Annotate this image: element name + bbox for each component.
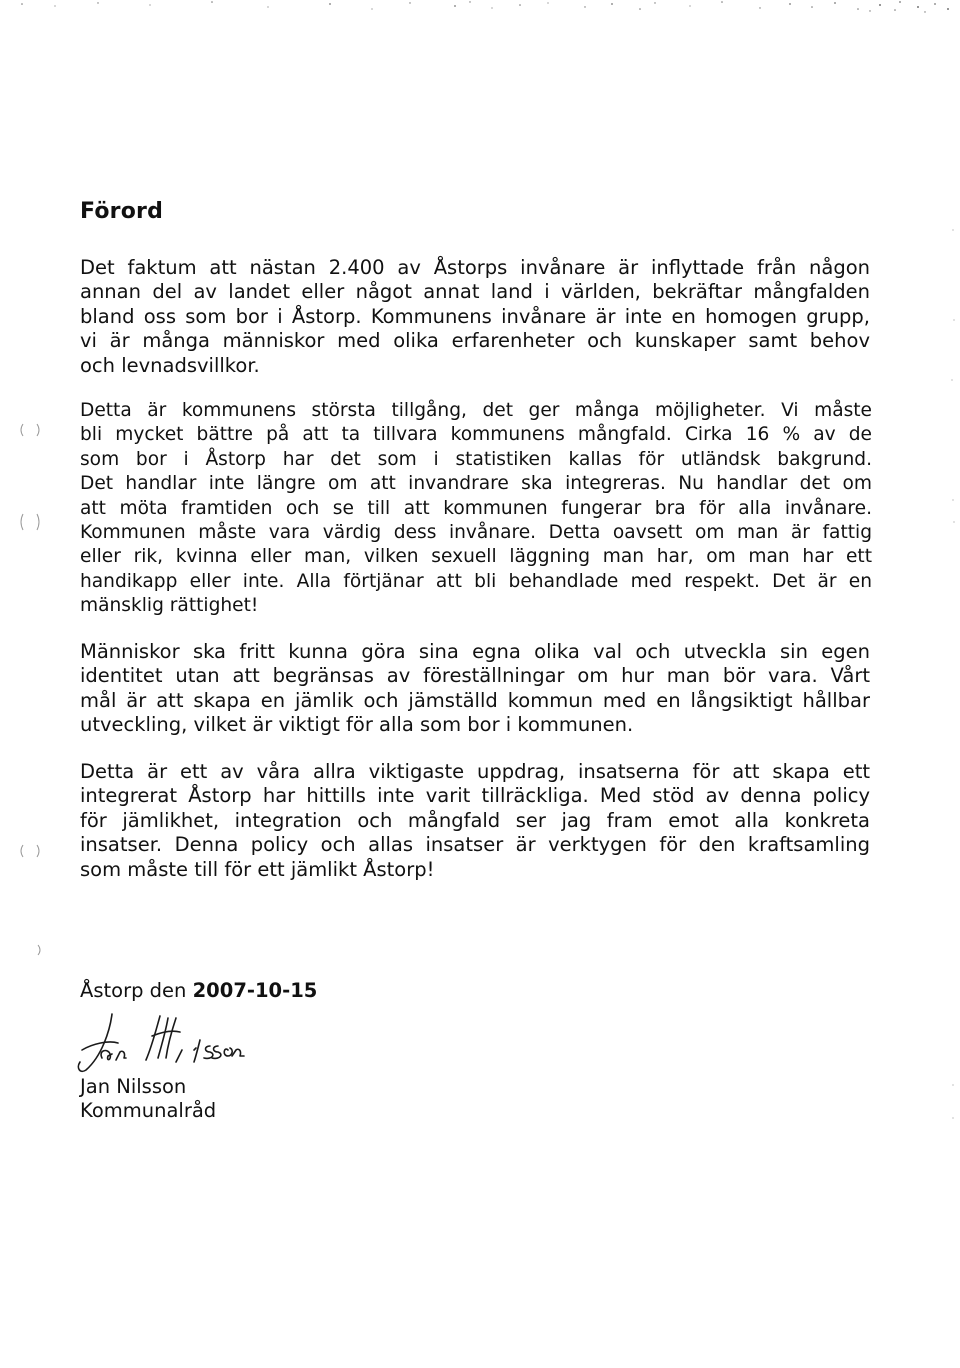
signer-title: Kommunalråd: [80, 1099, 217, 1122]
paragraph-line: Människor ska fritt kunna göra sina egna olika val och utveckla sin egen: [80, 640, 870, 663]
paragraph-line: Kommunen måste vara värdig dess invånare. Detta oavsett om man är fattig: [80, 522, 872, 544]
paragraph-line: mänsklig rättighet!: [80, 595, 259, 617]
paragraph-line: bli mycket bättre på att ta tillvara kommunens mångfald. Cirka 16 % av de: [80, 424, 872, 446]
paragraph-line: integrerat Åstorp har hittills inte varit tillräckliga. Med stöd av denna policy: [80, 784, 870, 808]
paragraph-resources: [80, 399, 872, 619]
paragraph-mission: [80, 760, 870, 882]
paragraph-line: utveckling, vilket är viktigt för alla som bor i kommunen.: [80, 713, 634, 737]
place-and-date: [80, 979, 317, 1002]
paragraph-line: identitet utan att begränsas av föreställningar om hur man bör vara. Vårt: [80, 664, 870, 688]
page-title: Förord: [80, 199, 164, 224]
paragraph-line: mål är att skapa en jämlik och jämställd kommun med en långsiktigt hållbar: [80, 688, 870, 712]
paragraph-line: annan del av landet eller något annat land i världen, bekräftar mångfalden: [80, 280, 870, 304]
signer-name: Jan Nilsson: [80, 1075, 187, 1098]
paragraph-line: insatser. Denna policy och allas insatser är verktygen för den kraftsamling: [80, 833, 870, 857]
signing-date: 2007-10-15: [192, 979, 318, 1002]
paragraph-intro: [80, 256, 870, 378]
punch-hole-marks: [0, 0, 60, 1368]
paragraph-line: som bor i Åstorp har det som i statistiken kallas för utländsk bakgrund.: [80, 448, 872, 470]
handwritten-signature: [72, 1010, 312, 1080]
paragraph-line: att möta framtiden och se till att kommunen fungerar bra för alla invånare.: [80, 497, 872, 519]
paragraph-line: och levnadsvillkor.: [80, 353, 260, 377]
paragraph-line: för jämlikhet, integration och mångfald ser jag fram emot alla konkreta: [80, 808, 870, 832]
paragraph-line: Det handlar inte längre om att invandrare ska integreras. Nu handlar det om: [80, 473, 872, 495]
paragraph-line: som måste till för ett jämlikt Åstorp!: [80, 857, 435, 881]
paragraph-line: handikapp eller inte. Alla förtjänar att bli behandlade med respekt. Det är en: [80, 570, 872, 592]
paragraph-goals: [80, 640, 870, 738]
scan-noise-top: [0, 0, 960, 14]
paragraph-line: Det faktum att nästan 2.400 av Åstorps invånare är inflyttade från någon: [80, 256, 870, 279]
paragraph-line: Detta är ett av våra allra viktigaste uppdrag, insatserna för att skapa ett: [80, 760, 870, 783]
place-label: Åstorp den: [80, 979, 193, 1002]
paragraph-line: Detta är kommunens största tillgång, det ger många möjligheter. Vi måste: [80, 400, 872, 421]
paragraph-line: eller rik, kvinna eller man, vilken sexuell läggning man har, om man har ett: [80, 546, 872, 568]
scan-edge-specks: [944, 0, 960, 1368]
paragraph-line: vi är många människor med olika erfarenheter och kunskaper samt behov: [80, 329, 870, 353]
paragraph-line: bland oss som bor i Åstorp. Kommunens invånare är inte en homogen grupp,: [80, 304, 870, 328]
